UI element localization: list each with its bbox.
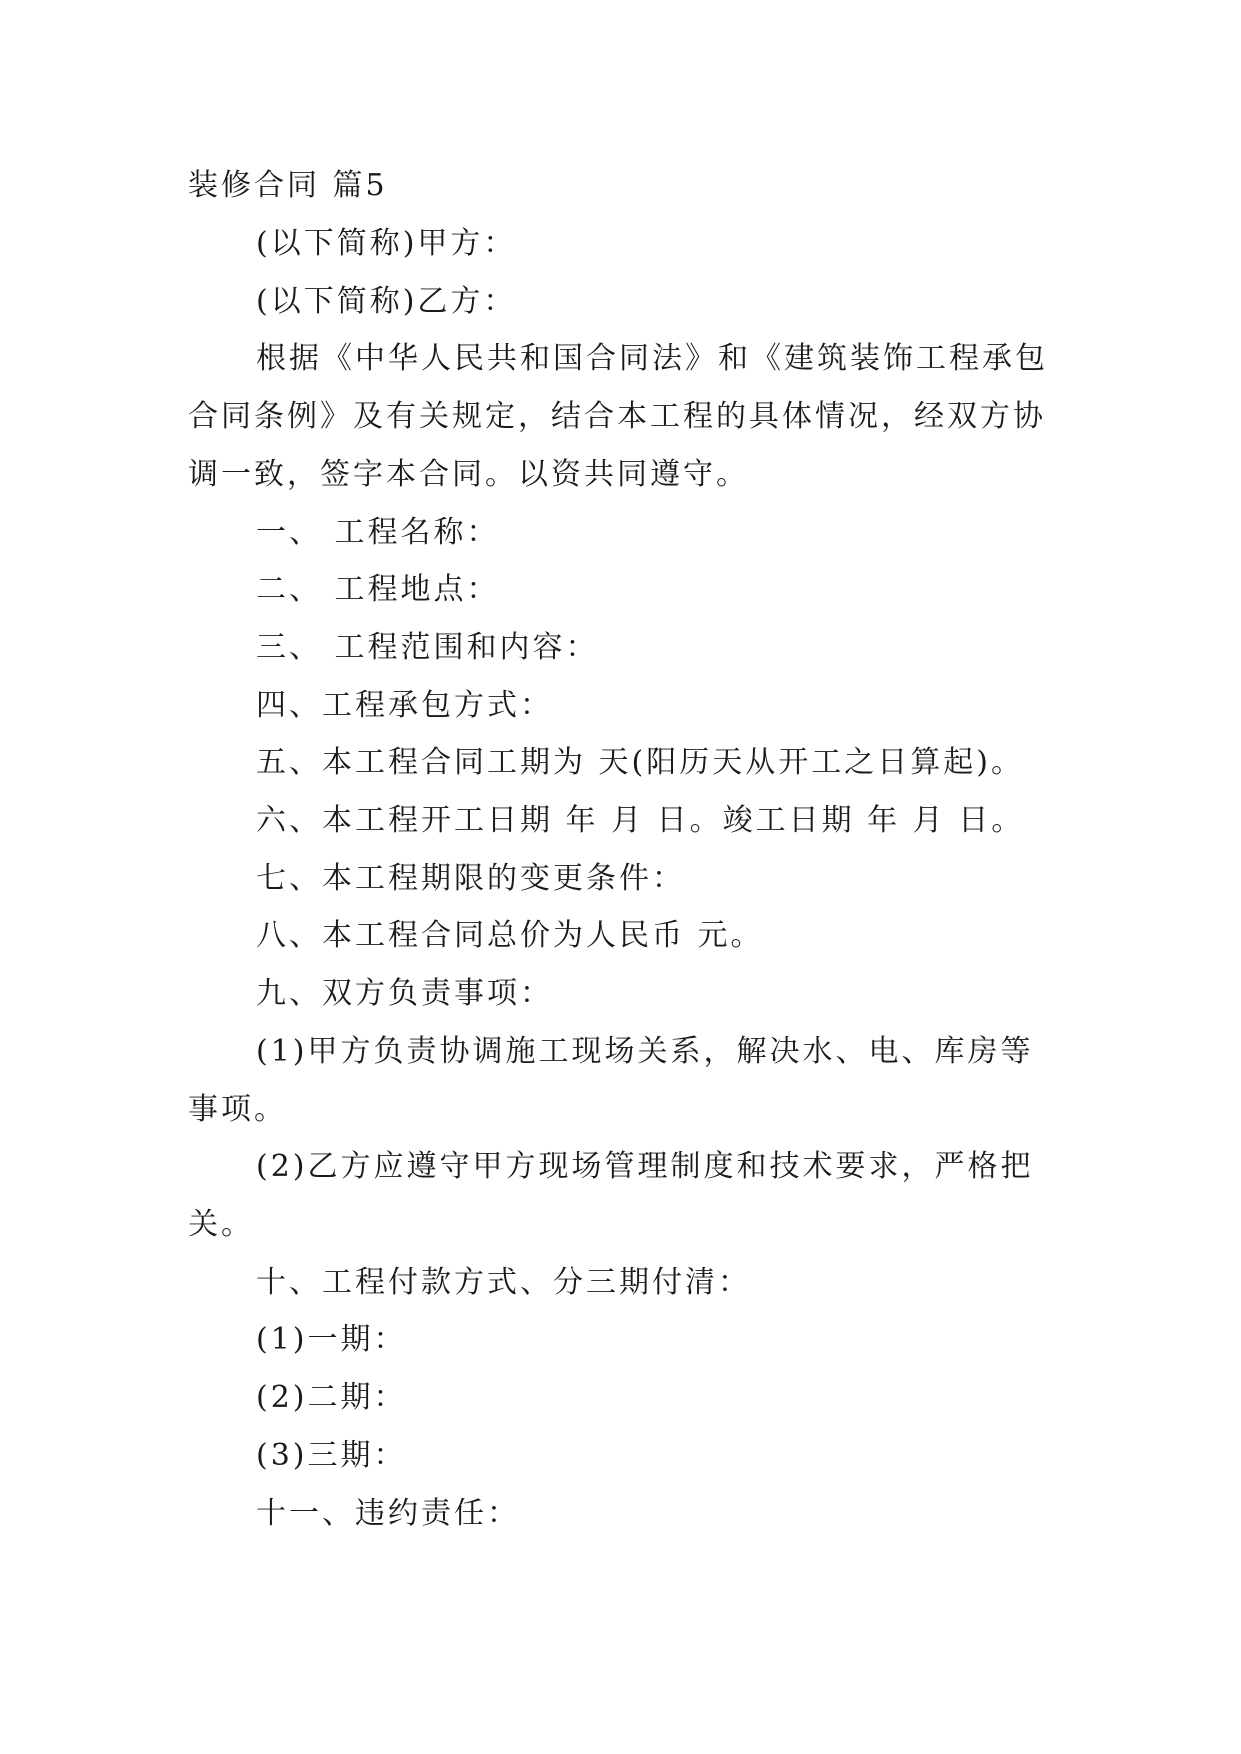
party-b-line: (以下简称)乙方： bbox=[256, 284, 517, 319]
clause-11: 十一、违约责任： bbox=[256, 1496, 520, 1531]
payment-phase-3: (3)三期： bbox=[256, 1438, 407, 1473]
clause-2: 二、 工程地点： bbox=[256, 572, 500, 607]
preamble-line-1: 根据《中华人民共和国合同法》和《建筑装饰工程承包 bbox=[256, 341, 1048, 376]
preamble-line-2: 合同条例》及有关规定，结合本工程的具体情况，经双方协 bbox=[188, 399, 1046, 434]
clause-7: 七、本工程期限的变更条件： bbox=[256, 861, 685, 896]
clause-4: 四、工程承包方式： bbox=[256, 688, 553, 723]
payment-phase-1: (1)一期： bbox=[256, 1322, 407, 1357]
clause-1: 一、 工程名称： bbox=[256, 515, 500, 550]
clause-9: 九、双方负责事项： bbox=[256, 976, 553, 1011]
document-title: 装修合同 篇5 bbox=[188, 168, 388, 203]
clause-9-item-2-line-1: (2)乙方应遵守甲方现场管理制度和技术要求，严格把 bbox=[256, 1149, 1034, 1184]
clause-9-item-2-line-2: 关。 bbox=[188, 1207, 254, 1242]
clause-5: 五、本工程合同工期为 天(阳历天从开工之日算起)。 bbox=[256, 745, 1024, 780]
clause-9-item-1-line-2: 事项。 bbox=[188, 1092, 287, 1127]
clause-8: 八、本工程合同总价为人民币 元。 bbox=[256, 918, 764, 953]
clause-3: 三、 工程范围和内容： bbox=[256, 630, 599, 665]
clause-6: 六、本工程开工日期 年 月 日。竣工日期 年 月 日。 bbox=[256, 803, 1025, 838]
preamble-line-3: 调一致，签字本合同。以资共同遵守。 bbox=[188, 457, 749, 492]
clause-9-item-1-line-1: (1)甲方负责协调施工现场关系，解决水、电、库房等 bbox=[256, 1034, 1034, 1069]
clause-10: 十、工程付款方式、分三期付清： bbox=[256, 1265, 751, 1300]
payment-phase-2: (2)二期： bbox=[256, 1380, 407, 1415]
party-a-line: (以下简称)甲方： bbox=[256, 226, 517, 261]
